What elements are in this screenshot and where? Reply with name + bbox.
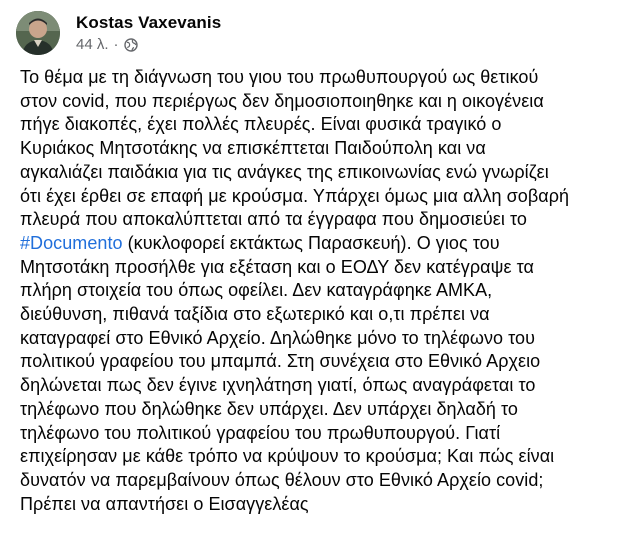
post-text-line: τηλέφωνο που δηλώθηκε δεν υπάρχει. Δεν υπάρχει δηλαδή το [20, 398, 518, 419]
post-text [20, 66, 628, 516]
post-text-line: δυνατόν να παρεμβαίνουν όπως θέλουν στο Εθνικό Αρχείο covid; [20, 469, 544, 490]
post-text-line: πλήρη στοιχεία του όπως οφείλει. Δεν καταγράφηκε ΑΜΚΑ, [20, 280, 493, 301]
post-timestamp[interactable]: 44 λ. [76, 35, 109, 53]
post-meta [76, 35, 221, 55]
post-text-line: στον covid, που περιέργως δεν δημοσιοποιηθηκε και η οικογένεια [20, 90, 544, 111]
post-text-line-hashtag [20, 232, 628, 256]
post-text-line: πήγε διακοπές, έχει πολλές πλευρές. Είναι φυσικά τραγικό ο [20, 114, 502, 135]
post-text-line: πολιτικού γραφείου του μπαμπά. Στη συνέχεια στο Εθνικό Αρχειο [20, 351, 541, 372]
author-name[interactable]: Kostas Vaxevanis [76, 12, 222, 32]
post-text-line: Μητσοτάκη προσήλθε για εξέταση και ο ΕΟΔΥ δεν κατέγραψε τα [20, 256, 534, 277]
post-text-line: δηλώνεται πως δεν έγινε ιχνηλάτηση γιατί, όπως αναγράφεται το [20, 375, 536, 396]
post-text-fragment: (κυκλοφορεί εκτάκτως Παρασκευή). Ο γιος του [122, 232, 500, 253]
header-text [76, 12, 221, 55]
post-text-line: τηλέφωνο του πολιτικού γραφείου του πρωθυπουργού. Γιατί [20, 422, 501, 443]
hashtag-link[interactable]: #Documento [20, 232, 123, 253]
post-text-line: αγκαλιάζει παιδάκια για τις ανάγκες της επικοινωνίας ενώ γνωρίζει [20, 161, 549, 182]
post-text-line: Κυριάκος Μητσοτάκης να επισκέπτεται Παιδούπολη και να [20, 138, 486, 159]
avatar[interactable] [16, 11, 60, 55]
post-text-line: πλευρά που αποκαλύπτεται από τα έγγραφα που δημοσιεύει το [20, 209, 527, 230]
post-text-line: ότι έχει έρθει σε επαφή με κρούσμα. Υπάρχει όμως μια αλλη σοβαρή [20, 185, 570, 206]
post-text-line: Το θέμα με τη διάγνωση του γιου του πρωθυπουργού ως θετικού [20, 67, 539, 87]
globe-icon [124, 38, 138, 52]
post-header [16, 6, 221, 60]
meta-separator: · [113, 35, 119, 53]
post-text-line: Πρέπει να απαντήσει ο Εισαγγελέας [20, 493, 309, 514]
avatar-image [16, 11, 60, 55]
post-text-line: επιχείρησαν με κάθε τρόπο να κρύψουν το κρούσμα; Και πώς είναι [20, 446, 555, 467]
post-text-line: καταγραφεί στο Εθνικό Αρχείο. Δηλώθηκε μόνο το τηλέφωνο του [20, 327, 535, 348]
post-text-line: διεύθυνση, πιθανά ταξίδια στο εξωτερικό και ο,τι πρέπει να [20, 304, 490, 325]
